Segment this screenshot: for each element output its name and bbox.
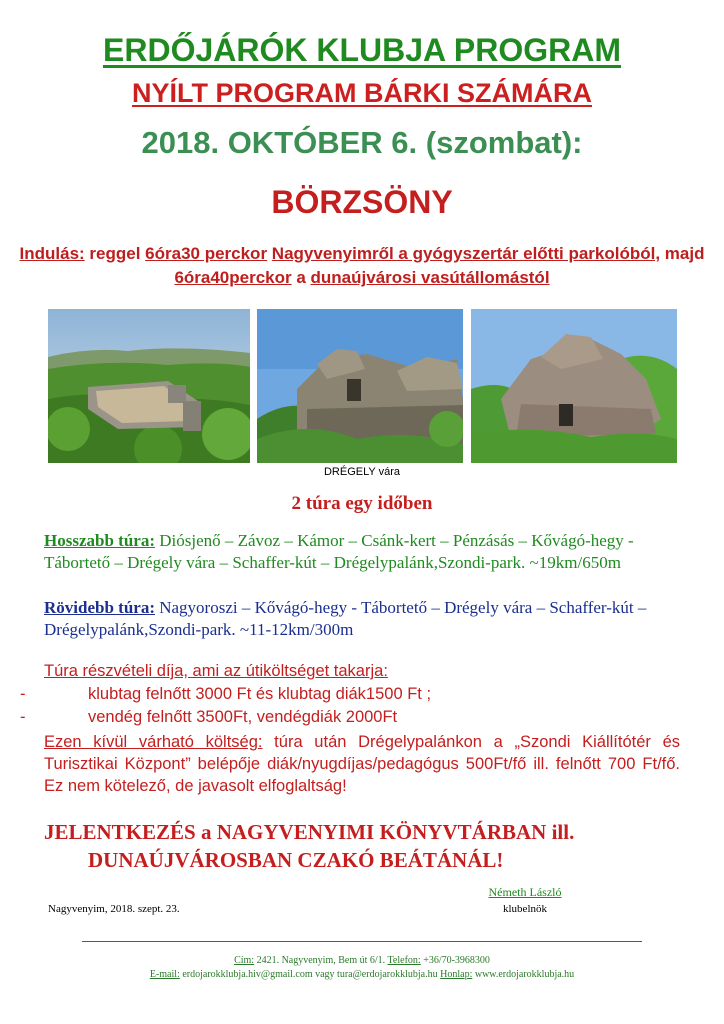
- departure-place-1: Nagyvenyimről a gyógyszertár előtti parkolóból,: [271, 244, 661, 263]
- tour-long-route: Diósjenő – Závoz – Kámor – Csánk-kert – Pénzásás – Kővágó-hegy - Tábortető – Drégely vára – Schaffer-kút – Drégelypalánk,Szondi-park. ~19km/650m: [44, 531, 634, 572]
- photo-castle-wall: [257, 309, 463, 463]
- program-region: BÖRZSÖNY: [271, 184, 453, 220]
- fee-item-guest: vendég felnőtt 3500Ft, vendégdiák 2000Ft: [88, 708, 398, 726]
- footer-divider: [82, 941, 642, 942]
- signature-name: Németh László: [488, 885, 562, 899]
- departure-time-2: 6óra40perckor: [174, 268, 292, 287]
- departure-time-1: 6óra30 perckor: [145, 244, 268, 263]
- extra-cost: [44, 731, 680, 797]
- email-label: E-mail:: [149, 969, 180, 980]
- program-date: 2018. OKTÓBER 6. (szombat):: [141, 125, 583, 160]
- tour-short-label: Rövidebb túra:: [44, 598, 155, 617]
- program-title: ERDŐJÁRÓK KLUBJA PROGRAM: [103, 32, 621, 68]
- extra-cost-text: túra után Drégelypalánkon a „Szondi Kiállítótér és Turisztikai Központ” belépője diák/nyugdíjas/pedagógus 500Ft/fő ill. felnőtt 700 Ft/fő. Ez nem kötelező, de javasolt elfoglaltság!: [44, 733, 681, 795]
- departure-text-4: a: [291, 268, 311, 287]
- footer-online-line: [0, 969, 724, 980]
- fee-heading: Túra részvételi díja, ami az útiköltséget takarja:: [44, 662, 388, 680]
- website-label: Honlap:: [440, 969, 473, 980]
- photo-castle-aerial: [48, 309, 250, 463]
- tours-heading: 2 túra egy időben: [291, 493, 433, 514]
- photo-castle-rock: [471, 309, 677, 463]
- departure-text-3: majd: [660, 244, 705, 263]
- email-value[interactable]: erdojarokklubja.hiv@gmail.com vagy tura@erdojarokklubja.hu: [179, 969, 441, 980]
- departure-info: [0, 242, 724, 290]
- tour-short: [44, 597, 680, 641]
- castle-rock-image: [471, 309, 677, 463]
- program-subtitle: NYÍLT PROGRAM BÁRKI SZÁMÁRA: [132, 78, 592, 108]
- extra-cost-label: Ezen kívül várható költség:: [44, 733, 263, 751]
- departure-label: Indulás:: [19, 244, 85, 263]
- castle-wall-image: [257, 309, 463, 463]
- phone-value: +36/70-3968300: [420, 955, 490, 966]
- website-link[interactable]: www.erdojarokklubja.hu: [472, 969, 575, 980]
- fee-bullet-2: -: [20, 708, 26, 726]
- phone-label: Telefon:: [387, 955, 421, 966]
- tour-long: [44, 530, 680, 574]
- address-value: 2421. Nagyvenyim, Bem út 6/1.: [254, 955, 388, 966]
- signature-role: klubelnök: [503, 903, 547, 915]
- castle-aerial-image: [48, 309, 250, 463]
- registration-line-2: DUNAÚJVÁROSBAN CZAKÓ BEÁTÁNÁL!: [88, 848, 504, 872]
- departure-place-2: dunaújvárosi vasútállomástól: [310, 268, 550, 287]
- tour-short-route: Nagyoroszi – Kővágó-hegy - Tábortető – Drégely vára – Schaffer-kút – Drégelypalánk,Szondi-park. ~11-12km/300m: [44, 598, 647, 639]
- tour-long-label: Hosszabb túra:: [44, 531, 155, 550]
- fee-bullet-1: -: [20, 685, 26, 703]
- place-and-date: Nagyvenyim, 2018. szept. 23.: [48, 903, 180, 915]
- address-label: Cím:: [234, 955, 255, 966]
- fee-item-member: klubtag felnőtt 3000 Ft és klubtag diák1500 Ft ;: [88, 685, 432, 703]
- registration-line-1: JELENTKEZÉS a NAGYVENYIMI KÖNYVTÁRBAN ill.: [44, 820, 575, 844]
- departure-text-1: reggel: [84, 244, 146, 263]
- photo-caption: DRÉGELY vára: [323, 466, 400, 478]
- footer-contact-line: [0, 955, 724, 966]
